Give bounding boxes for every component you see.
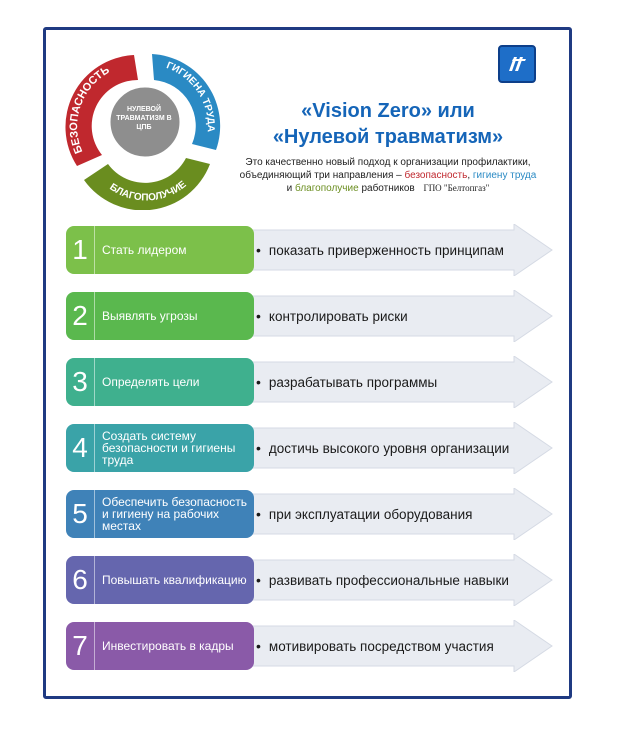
step-action	[256, 620, 526, 672]
title-line-1: «Vision Zero» или	[301, 100, 475, 122]
step-label: Выявлять угрозы	[102, 309, 198, 323]
step-action	[256, 554, 526, 606]
step-number: 3	[66, 358, 95, 406]
wellbeing-label: БЛАГОПОЛУЧИЕ	[107, 179, 189, 204]
step-row-1	[66, 224, 554, 276]
step-label: Инвестировать в кадры	[102, 639, 234, 653]
subtitle-wellbeing: благополучие	[295, 183, 359, 194]
step-number: 5	[66, 490, 95, 538]
step-box	[66, 292, 254, 340]
step-action-text: мотивировать посредством участия	[268, 638, 494, 654]
step-row-6	[66, 554, 554, 606]
step-action-text: контролировать риски	[268, 308, 408, 324]
step-label: Определять цели	[102, 375, 200, 389]
subtitle	[218, 156, 558, 195]
step-box	[66, 424, 254, 472]
subtitle-line-1: Это качественно новый подход к организации профилактики,	[245, 157, 531, 168]
subtitle-workers: работников	[361, 183, 415, 194]
step-number: 4	[66, 424, 95, 472]
bullet-icon: •	[256, 307, 261, 324]
subtitle-safety: безопасность	[404, 170, 468, 181]
step-row-5	[66, 488, 554, 540]
page-title	[238, 98, 538, 150]
step-box	[66, 226, 254, 274]
step-action-text: разрабатывать программы	[268, 374, 438, 390]
bullet-icon: •	[256, 373, 261, 390]
subtitle-and: и	[286, 183, 293, 194]
bullet-icon: •	[256, 637, 261, 654]
step-row-7	[66, 620, 554, 672]
step-label: Обеспечить безопасность и гигиену на рабочих местах	[102, 495, 247, 533]
step-row-2	[66, 290, 554, 342]
step-action-text: показать приверженность принципам	[268, 242, 504, 258]
logo-icon	[504, 51, 530, 77]
step-action	[256, 356, 526, 408]
step-action-text: достичь высокого уровня организации	[268, 440, 510, 456]
bullet-icon: •	[256, 439, 261, 456]
step-number: 2	[66, 292, 95, 340]
safety-label: БЕЗОПАСНОСТЬ	[68, 64, 112, 156]
step-action-text: развивать профессиональные навыки	[268, 572, 509, 588]
step-box	[66, 490, 254, 538]
step-action	[256, 488, 526, 540]
step-row-4	[66, 422, 554, 474]
subtitle-line-3	[218, 182, 558, 195]
step-label: Повышать квалификацию	[102, 573, 247, 587]
step-label: Стать лидером	[102, 243, 187, 257]
subtitle-pre: объединяющий три направления –	[239, 170, 402, 181]
hygiene-label: ГИГИЕНА ТРУДА	[164, 60, 216, 133]
step-number: 7	[66, 622, 95, 670]
organization-name: ГПО "Белтопгаз"	[423, 183, 490, 193]
subtitle-line-2: объединяющий три направления – безопасность, гигиену труда	[239, 170, 537, 181]
cycle-center-text: НУЛЕВОЙ ТРАВМАТИЗМ В ЦПБ	[116, 106, 172, 131]
bullet-icon: •	[256, 571, 261, 588]
subtitle-hygiene: гигиену труда	[472, 170, 537, 181]
bullet-icon: •	[256, 241, 261, 258]
step-action	[256, 290, 526, 342]
title-line-2: «Нулевой травматизм»	[272, 126, 504, 148]
step-box	[66, 556, 254, 604]
company-logo	[498, 45, 536, 83]
step-box	[66, 622, 254, 670]
step-action	[256, 422, 526, 474]
step-action	[256, 224, 526, 276]
step-row-3	[66, 356, 554, 408]
step-box	[66, 358, 254, 406]
step-number: 1	[66, 226, 95, 274]
step-action-text: при эксплуатации оборудования	[268, 506, 473, 522]
step-label: Создать систему безопасности и гигиены труда	[102, 429, 236, 467]
step-number: 6	[66, 556, 95, 604]
bullet-icon: •	[256, 505, 261, 522]
